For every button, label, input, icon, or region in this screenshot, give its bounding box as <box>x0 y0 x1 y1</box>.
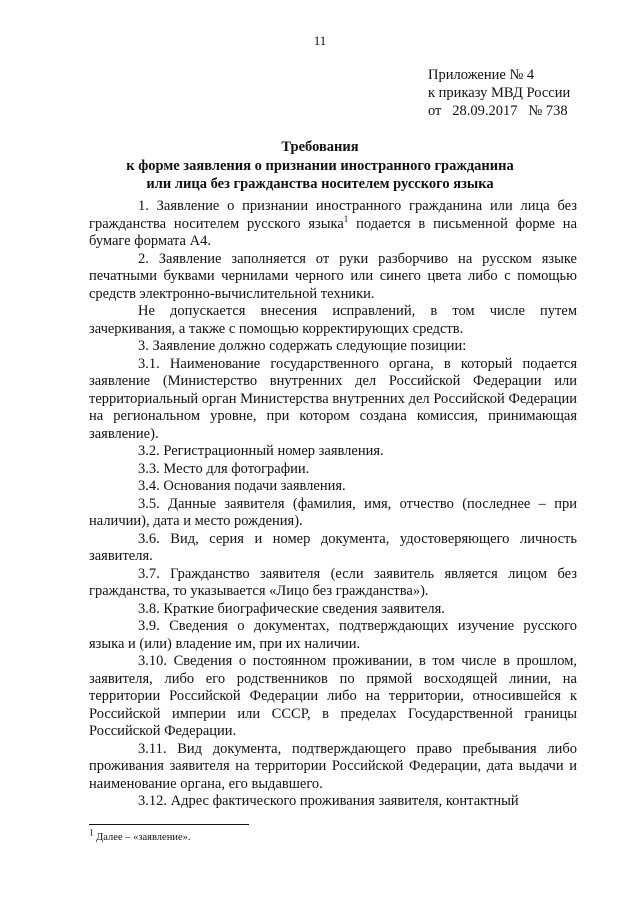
paragraph-3-6: 3.6. Вид, серия и номер документа, удостоверяющего личность заявителя. <box>89 530 577 564</box>
title-line-2: к форме заявления о признании иностранного гражданина <box>126 157 514 174</box>
paragraph-2b: Не допускается внесения исправлений, в том числе путем зачеркивания, а также с помощью корректирующих средств. <box>89 303 577 337</box>
appendix-header <box>428 66 570 120</box>
paragraph-3-8: 3.8. Краткие биографические сведения заявителя. <box>138 600 445 617</box>
title-line-1: Требования <box>281 139 359 155</box>
paragraph-3-9: 3.9. Сведения о документах, подтверждающих изучение русского языка и (или) владение им, при их наличии. <box>89 618 577 652</box>
paragraph-3-10: 3.10. Сведения о постоянном проживании, в том числе в прошлом, заявителя, либо его родственников по прямой восходящей линии, на территории Российской Федерации либо на территории, относившейся к Российской империи или СССР, в пределах Государственной границы Российской Федерации. <box>89 653 577 739</box>
page-number: 11 <box>313 33 327 48</box>
paragraph-3-7: 3.7. Гражданство заявителя (если заявитель является лицом без гражданства, то указывается «Лицо без гражданства»). <box>89 565 577 599</box>
appendix-line-2: к приказу МВД России <box>428 85 571 101</box>
footnote-mark: 1 <box>89 827 94 838</box>
footnote-text: Далее – «заявление». <box>93 832 191 843</box>
paragraph-3-4: 3.4. Основания подачи заявления. <box>138 478 346 494</box>
paragraph-3-2: 3.2. Регистрационный номер заявления. <box>138 443 384 459</box>
title-line-3: или лица без гражданства носителем русского языка <box>146 176 494 192</box>
paragraph-3-3: 3.3. Место для фотографии. <box>138 460 310 477</box>
paragraph-3-12: 3.12. Адрес фактического проживания заявителя, контактный <box>138 793 519 809</box>
footnote-divider <box>89 824 249 825</box>
paragraph-3-1: 3.1. Наименование государственного органа, в который подается заявление (Министерство внутренних дел Российской Федерации или территориальный орган Министерства внутренних дел Российской Федерации на региональном уровне, при котором создана комиссия, принимающая заявление). <box>89 355 577 442</box>
appendix-line-3: от 28.09.2017 № 738 <box>428 103 568 119</box>
footnote-reference: 1 <box>343 213 349 224</box>
document-title <box>0 138 640 194</box>
document-body <box>89 198 577 811</box>
paragraph-1 <box>89 198 577 251</box>
paragraph-2: 2. Заявление заполняется от руки разборчиво на русском языке печатными буквами чернилами черного или синего цвета либо с помощью средств электронно-вычислительной техники. <box>89 250 577 302</box>
paragraph-1-text-b: подается в письменной форме на бумаге формата А4. <box>89 215 577 249</box>
paragraph-3-11: 3.11. Вид документа, подтверждающего право пребывания либо проживания заявителя на территории Российской Федерации, дата выдачи и наименование органа, его выдавшего. <box>89 740 577 792</box>
paragraph-1-text-a: 1. Заявление о признании иностранного гражданина или лица без гражданства носителем русского языка <box>89 198 577 232</box>
paragraph-3: 3. Заявление должно содержать следующие позиции: <box>138 338 467 354</box>
paragraph-3-5: 3.5. Данные заявителя (фамилия, имя, отчество (последнее – при наличии), дата и место рождения). <box>89 495 577 529</box>
appendix-line-1: Приложение № 4 <box>428 67 535 83</box>
footnote <box>89 827 191 844</box>
